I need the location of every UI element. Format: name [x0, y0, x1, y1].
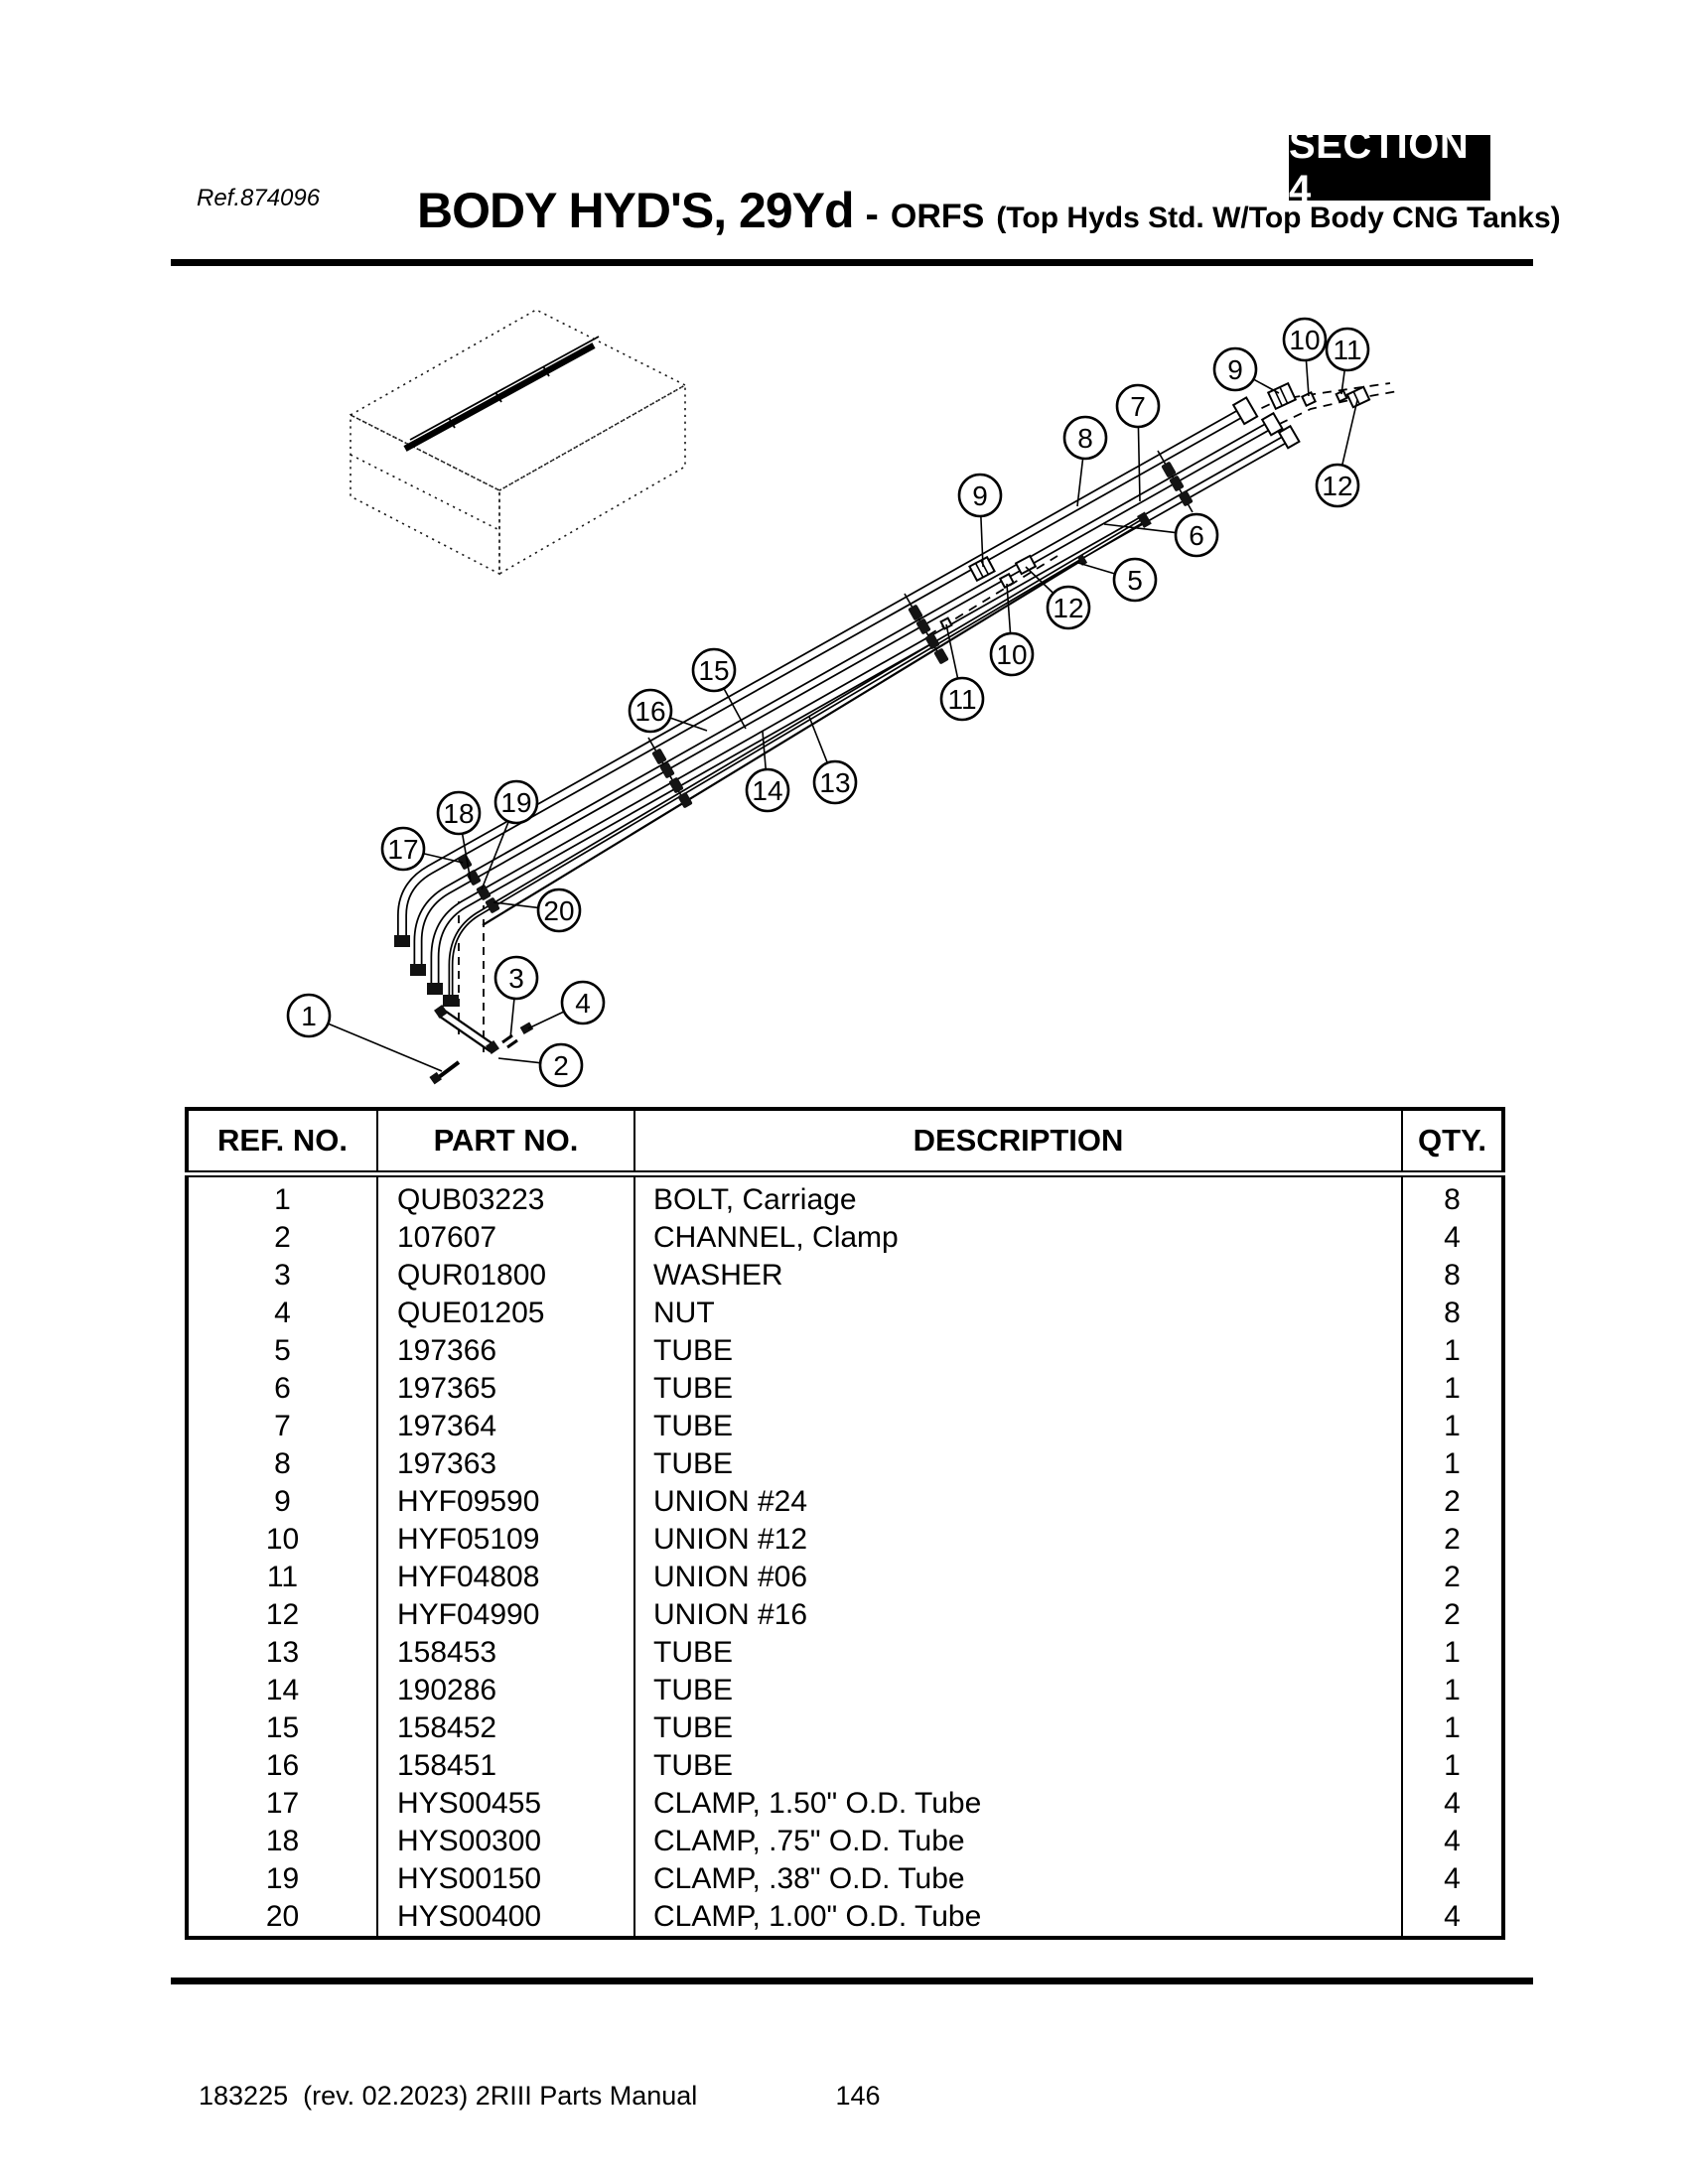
section-badge-label: SECTION 4: [1289, 123, 1470, 211]
footer-page-number: 146: [835, 2081, 881, 2111]
svg-text:2: 2: [553, 1050, 569, 1082]
description-cell: UNION #12: [634, 1521, 1402, 1559]
part-no-cell: 197366: [377, 1332, 634, 1370]
callout-14: [747, 769, 788, 811]
page-title: [417, 182, 1561, 239]
callout-leader-12: [1342, 400, 1357, 466]
qty-cell: 4: [1402, 1785, 1503, 1823]
svg-text:11: 11: [1333, 335, 1362, 366]
ref-no-cell: 2: [274, 1221, 291, 1254]
table-row: [187, 1332, 1503, 1370]
callout-leader-1: [328, 1024, 442, 1071]
description-cell: UNION #16: [634, 1596, 1402, 1634]
column-header-description: DESCRIPTION: [634, 1109, 1402, 1174]
callout-9: [959, 475, 1001, 516]
description-cell: CLAMP, .38" O.D. Tube: [634, 1860, 1402, 1898]
callout-10: [991, 633, 1033, 675]
table-row: [187, 1823, 1503, 1860]
svg-text:12: 12: [1053, 593, 1084, 624]
ref-no-cell: 14: [265, 1674, 300, 1706]
ref-no-cell: 11: [266, 1561, 299, 1593]
table-row: [187, 1672, 1503, 1709]
part-no-cell: QUR01800: [377, 1257, 634, 1295]
svg-text:6: 6: [1189, 520, 1204, 552]
callout-6: [1176, 514, 1217, 556]
ref-no-cell: 17: [265, 1787, 300, 1820]
part-no-cell: HYS00150: [377, 1860, 634, 1898]
table-row: [187, 1445, 1503, 1483]
description-cell: CLAMP, 1.50" O.D. Tube: [634, 1785, 1402, 1823]
table-row: [187, 1219, 1503, 1257]
table-row: [187, 1174, 1503, 1220]
qty-cell: 8: [1402, 1257, 1503, 1295]
table-row: [187, 1408, 1503, 1445]
column-header-part-no: PART NO.: [377, 1109, 634, 1174]
callout-11: [1327, 329, 1368, 370]
description-cell: TUBE: [634, 1747, 1402, 1785]
ref-no-cell: 20: [265, 1900, 300, 1933]
description-cell: TUBE: [634, 1370, 1402, 1408]
part-no-cell: HYF05109: [377, 1521, 634, 1559]
part-no-cell: 107607: [377, 1219, 634, 1257]
svg-text:1: 1: [301, 1001, 317, 1032]
qty-cell: 1: [1402, 1672, 1503, 1709]
svg-text:17: 17: [387, 834, 419, 866]
svg-text:16: 16: [634, 696, 666, 728]
description-cell: TUBE: [634, 1709, 1402, 1747]
qty-cell: 2: [1402, 1559, 1503, 1596]
callout-16: [630, 690, 671, 732]
title-divider-rule: [171, 259, 1533, 266]
union-fittings-right: [1268, 383, 1369, 409]
parts-diagram: [169, 278, 1539, 1102]
svg-text:20: 20: [543, 895, 575, 927]
callout-17: [382, 828, 424, 870]
table-row: [187, 1898, 1503, 1938]
qty-cell: 2: [1402, 1483, 1503, 1521]
callout-11: [941, 678, 983, 720]
callout-5: [1114, 559, 1156, 601]
callout-4: [562, 982, 604, 1024]
ref-no-cell: 6: [274, 1372, 291, 1405]
svg-text:7: 7: [1130, 391, 1146, 423]
part-no-cell: HYS00455: [377, 1785, 634, 1823]
callout-leader-9: [1253, 379, 1279, 393]
ref-number: Ref.874096: [197, 185, 321, 211]
callout-12: [1048, 587, 1089, 628]
description-cell: NUT: [634, 1295, 1402, 1332]
footer-divider-rule: [171, 1978, 1533, 1984]
callout-1: [288, 995, 330, 1036]
qty-cell: 8: [1402, 1174, 1503, 1220]
svg-text:9: 9: [1227, 354, 1243, 386]
callout-leader-5: [1078, 563, 1115, 574]
qty-cell: 8: [1402, 1295, 1503, 1332]
qty-cell: 4: [1402, 1823, 1503, 1860]
svg-text:8: 8: [1077, 423, 1093, 455]
tube-bundle: [402, 412, 1288, 1001]
description-cell: CLAMP, .75" O.D. Tube: [634, 1823, 1402, 1860]
ref-no-cell: 10: [265, 1523, 300, 1556]
part-no-cell: HYS00300: [377, 1823, 634, 1860]
callout-leader-13: [809, 717, 827, 762]
svg-text:18: 18: [443, 798, 475, 830]
part-no-cell: 190286: [377, 1672, 634, 1709]
qty-cell: 2: [1402, 1596, 1503, 1634]
parts-table-body: [187, 1174, 1503, 1939]
svg-text:12: 12: [1322, 471, 1353, 502]
qty-cell: 2: [1402, 1521, 1503, 1559]
svg-text:13: 13: [819, 767, 851, 799]
channel-clamp-part: [429, 1005, 533, 1084]
table-row: [187, 1596, 1503, 1634]
callout-19: [495, 781, 537, 823]
callout-9: [1214, 348, 1256, 390]
svg-text:5: 5: [1127, 565, 1143, 597]
svg-text:10: 10: [996, 639, 1028, 671]
ref-no-cell: 16: [265, 1749, 300, 1782]
svg-text:10: 10: [1289, 325, 1321, 356]
qty-cell: 1: [1402, 1445, 1503, 1483]
table-row: [187, 1785, 1503, 1823]
description-cell: UNION #06: [634, 1559, 1402, 1596]
column-header-qty: QTY.: [1402, 1109, 1503, 1174]
callout-13: [814, 761, 856, 803]
description-cell: TUBE: [634, 1332, 1402, 1370]
svg-text:14: 14: [752, 775, 783, 807]
part-no-cell: 197365: [377, 1370, 634, 1408]
table-row: [187, 1709, 1503, 1747]
description-cell: CLAMP, 1.00" O.D. Tube: [634, 1898, 1402, 1938]
page-title-main: BODY HYD'S, 29Yd: [417, 183, 854, 238]
callout-20: [538, 889, 580, 931]
ref-no-cell: 13: [265, 1636, 300, 1669]
ref-no-cell: 5: [274, 1334, 291, 1367]
callout-leader-2: [498, 1058, 540, 1063]
body-inset-outline: [351, 310, 685, 574]
table-row: [187, 1370, 1503, 1408]
callout-leader-4: [528, 1012, 564, 1028]
footer-document-id: 183225 (rev. 02.2023) 2RIII Parts Manual: [199, 2081, 698, 2111]
svg-text:15: 15: [698, 655, 730, 687]
table-row: [187, 1521, 1503, 1559]
page-title-dash: -: [865, 193, 879, 236]
qty-cell: 1: [1402, 1634, 1503, 1672]
callout-leader-3: [510, 999, 514, 1038]
column-header-ref-no: REF. NO.: [187, 1109, 377, 1174]
ref-no-cell: 9: [274, 1485, 291, 1518]
table-row: [187, 1257, 1503, 1295]
part-no-cell: HYF04808: [377, 1559, 634, 1596]
callout-leader-20: [493, 902, 538, 907]
ref-no-cell: 19: [265, 1862, 300, 1895]
ref-no-cell: 18: [265, 1825, 300, 1857]
ref-no-cell: 7: [274, 1410, 291, 1442]
ref-no-cell: 15: [265, 1711, 300, 1744]
part-no-cell: 158453: [377, 1634, 634, 1672]
description-cell: WASHER: [634, 1257, 1402, 1295]
page-title-sub: ORFS: [890, 198, 985, 235]
table-row: [187, 1634, 1503, 1672]
qty-cell: 4: [1402, 1219, 1503, 1257]
ref-no-cell: 4: [274, 1297, 291, 1329]
callout-leader-7: [1138, 427, 1140, 501]
ref-no-cell: 1: [274, 1183, 291, 1216]
table-row: [187, 1860, 1503, 1898]
part-no-cell: 158452: [377, 1709, 634, 1747]
callout-2: [540, 1044, 582, 1086]
qty-cell: 1: [1402, 1332, 1503, 1370]
table-row: [187, 1295, 1503, 1332]
callout-15: [693, 649, 735, 691]
svg-text:3: 3: [508, 963, 524, 995]
part-no-cell: 158451: [377, 1747, 634, 1785]
svg-text:11: 11: [947, 684, 977, 716]
svg-text:19: 19: [500, 787, 532, 819]
description-cell: CHANNEL, Clamp: [634, 1219, 1402, 1257]
callout-10: [1284, 319, 1326, 360]
description-cell: TUBE: [634, 1445, 1402, 1483]
callout-8: [1064, 417, 1106, 459]
callout-7: [1117, 385, 1159, 427]
qty-cell: 1: [1402, 1370, 1503, 1408]
part-no-cell: QUB03223: [377, 1174, 634, 1220]
page-title-note: (Top Hyds Std. W/Top Body CNG Tanks): [996, 202, 1561, 234]
description-cell: TUBE: [634, 1634, 1402, 1672]
callout-3: [495, 957, 537, 999]
parts-table-header-row: [187, 1109, 1503, 1174]
ref-no-cell: 8: [274, 1447, 291, 1480]
callout-12: [1317, 465, 1358, 506]
qty-cell: 4: [1402, 1860, 1503, 1898]
part-no-cell: 197363: [377, 1445, 634, 1483]
qty-cell: 1: [1402, 1747, 1503, 1785]
svg-text:9: 9: [972, 480, 988, 512]
callout-leader-10: [1306, 360, 1309, 396]
parts-table: [185, 1107, 1505, 1940]
qty-cell: 1: [1402, 1709, 1503, 1747]
table-row: [187, 1483, 1503, 1521]
part-no-cell: QUE01205: [377, 1295, 634, 1332]
part-no-cell: HYS00400: [377, 1898, 634, 1938]
description-cell: BOLT, Carriage: [634, 1174, 1402, 1220]
table-row: [187, 1559, 1503, 1596]
ref-no-cell: 12: [265, 1598, 300, 1631]
part-no-cell: HYF09590: [377, 1483, 634, 1521]
qty-cell: 4: [1402, 1898, 1503, 1938]
qty-cell: 1: [1402, 1408, 1503, 1445]
svg-text:4: 4: [575, 988, 591, 1020]
part-no-cell: 197364: [377, 1408, 634, 1445]
description-cell: UNION #24: [634, 1483, 1402, 1521]
ref-no-cell: 3: [274, 1259, 291, 1292]
description-cell: TUBE: [634, 1672, 1402, 1709]
callout-18: [438, 792, 480, 834]
part-no-cell: HYF04990: [377, 1596, 634, 1634]
table-row: [187, 1747, 1503, 1785]
description-cell: TUBE: [634, 1408, 1402, 1445]
